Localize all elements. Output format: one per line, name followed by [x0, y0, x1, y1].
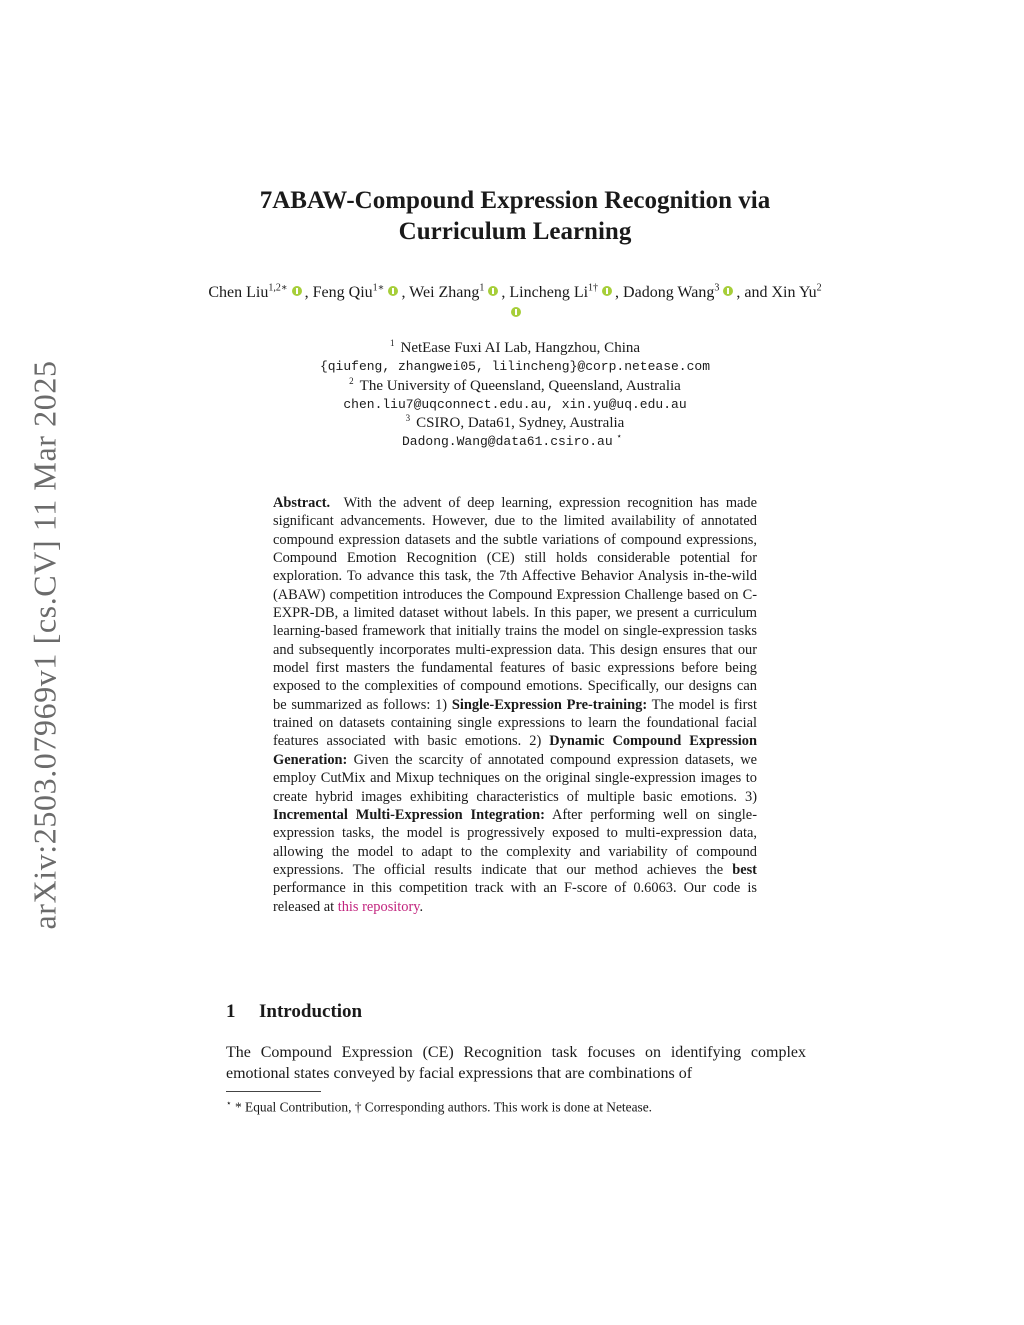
abstract-highlight: best [732, 861, 757, 878]
affil-name: CSIRO, Data61, Sydney, Australia [416, 415, 625, 432]
email-text: chen.liu7@uqconnect.edu.au, xin.yu@uq.edu.au [343, 396, 687, 412]
intro-paragraph: The Compound Expression (CE) Recognition task focuses on identifying complex emotional states conveyed by facial expressions that are combinations of [226, 1044, 806, 1082]
orcid-icon[interactable] [723, 286, 733, 296]
author-affil-mark: 3 [714, 282, 720, 294]
affiliation-3 [200, 414, 830, 432]
orcid-icon[interactable] [488, 286, 498, 296]
footnote-marker: ⋆ [226, 1098, 232, 1108]
abstract-text: performance in this competition track with an F-score of 0.6063. Our code is released at [273, 880, 757, 915]
author-affil-mark: 1,2∗ [268, 282, 288, 294]
abstract-highlight: Dynamic Compound Expression Generation: [273, 733, 757, 768]
author-affil-mark: 2 [816, 282, 822, 294]
author-conjunction: and [744, 284, 768, 301]
abstract-text: . [419, 898, 424, 915]
affiliations [200, 339, 830, 452]
section-number: 1 [226, 1001, 236, 1022]
affiliation-2 [200, 377, 830, 395]
orcid-icon[interactable] [388, 286, 398, 296]
affil-number: 3 [405, 413, 411, 424]
abstract-highlight: Single-Expression Pre-training: [451, 696, 648, 713]
author-name: Feng Qiu [312, 284, 373, 301]
abstract [273, 494, 757, 916]
abstract-text: The model is first trained on datasets containing single expressions to learn the foundational facial features associated with basic emotions. 2) [273, 696, 757, 750]
author-name: Dadong Wang [623, 284, 715, 301]
affiliation-2-email [200, 395, 830, 414]
paper-title [120, 185, 910, 247]
orcid-icon[interactable] [511, 307, 521, 317]
abstract-label: Abstract. [273, 495, 331, 511]
abstract-text: After performing well on single-expression tasks, the model is progressively exposed to multi-expression data, allowing the model to adapt to the complexity and variability of compound expressions. The official results indicate that our method achieves the [273, 806, 757, 878]
author-affil-mark: 1† [588, 282, 599, 294]
footnote-divider [226, 1091, 321, 1092]
section-title: Introduction [259, 1001, 363, 1022]
affiliation-3-email [200, 432, 830, 451]
affiliation-1 [200, 339, 830, 357]
author-list: Chen Liu$^{1,2∗}$ , Feng Qiu$^{1∗}$ , Wei Zhang$^1$ , Lincheng $Li^{1\dagger}$ , Dadong Wang$^3$ , and Xin Yu$^2$ [200, 282, 830, 324]
affiliation-1-email [200, 357, 830, 376]
abstract-text: With the advent of deep learning, expression recognition has made significant advancements. However, due to the limited availability of annotated compound expression datasets and the subtle variations of compound expressions, Compound Emotion Recognition (CE) still holds considerable potential for exploration. To advance this task, the 7th Affective Behavior Analysis in-the-wild (ABAW) competition introduces the Compound Expression Challenge based on C-EXPR-DB, a limited dataset without labels. In this paper, we present a curriculum learning-based framework that initially trains the model on single-expression tasks and subsequently incorporates multi-expression data. This design ensures that our model first masters the fundamental features of basic expressions before being exposed to the complexities of compound emotions. Specifically, our designs can be summarized as follows: 1) [273, 495, 757, 713]
affil-name: NetEase Fuxi AI Lab, Hangzhou, China [400, 340, 641, 356]
repository-link[interactable]: this repository [337, 898, 420, 915]
affil-name: The University of Queensland, Queensland, Australia [359, 377, 681, 394]
author-name: Chen Liu [208, 284, 269, 301]
author-affil-mark: 1 [479, 282, 485, 294]
section-heading [226, 1001, 362, 1023]
abstract-text: Given the scarcity of annotated compound expression datasets, we employ CutMix and Mixup techniques on the original single-expression images to create hybrid images exhibiting characteristics of multiple basic emotions. 3) [273, 751, 757, 805]
abstract-highlight: Incremental Multi-Expression Integration: [273, 806, 545, 823]
title-line-2: Curriculum Learning [398, 218, 632, 245]
author-name: Xin Yu [771, 284, 817, 301]
footnote-marker: ⋆ [616, 431, 623, 442]
affil-number: 2 [349, 375, 354, 386]
author-name: Wei Zhang [409, 284, 480, 301]
author-affil-mark: 1∗ [372, 282, 385, 294]
orcid-icon[interactable] [292, 286, 302, 296]
author-name: Lincheng Li [509, 284, 589, 301]
orcid-icon[interactable] [602, 286, 612, 296]
title-line-1: 7ABAW-Compound Expression Recognition via [259, 187, 771, 214]
footnote-text: * Equal Contribution, † Corresponding authors. This work is done at Netease. [235, 1099, 653, 1115]
email-text: {qiufeng, zhangwei05, lilincheng}@corp.netease.com [319, 359, 711, 375]
arxiv-identifier: arXiv:2503.07969v1 [cs.CV] 11 Mar 2025 [26, 360, 63, 930]
footnote [226, 1095, 826, 1115]
email-text: Dadong.Wang@data61.csiro.au [401, 434, 613, 450]
affil-number: 1 [389, 338, 395, 348]
